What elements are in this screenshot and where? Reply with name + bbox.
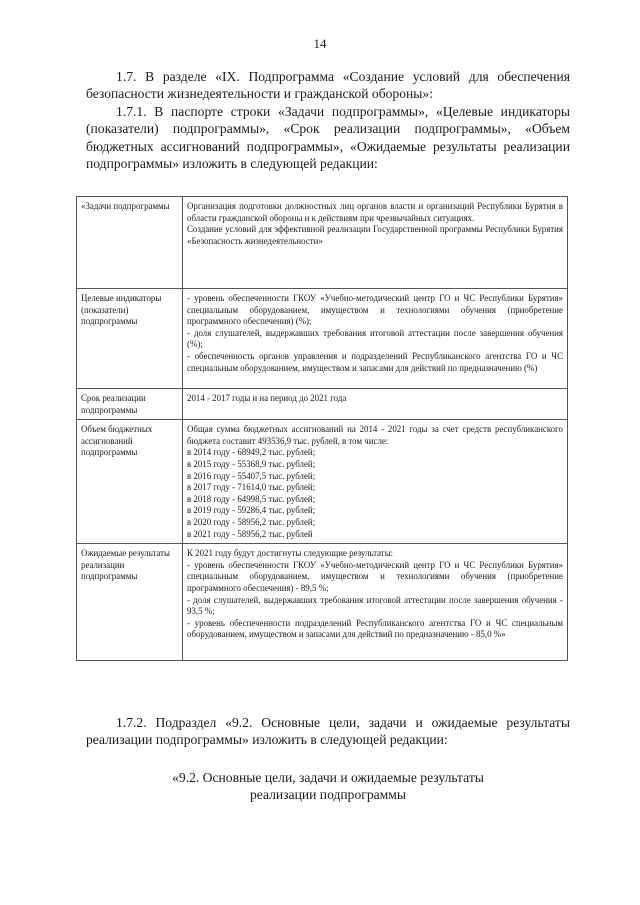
table-row-term [77,389,568,420]
budget-year: в 2021 году - 58956,2 тыс. рублей [187,528,313,539]
results-item: - уровень обеспеченности подразделений Республиканского агентства ГО и ЧС специальным оборудованием, имуществом и запасами для действий по предназначению - 85,0 %» [187,617,563,640]
table-row-results [77,544,568,661]
table-row-indicators [77,289,568,389]
results-item: К 2021 году будут достигнуты следующие результаты: [187,548,394,559]
budget-year: в 2014 году - 68949,2 тыс. рублей; [187,447,316,458]
tasks-content [183,197,568,289]
indicator-item: - уровень обеспеченности ГКОУ «Учебно-методический центр ГО и ЧС Республики Бурятия» специальным оборудованием, имуществом и технологиями обучения (приобретение программного обеспечения) (%); [187,293,563,327]
budget-intro: Общая сумма бюджетных ассигнований на 2014 - 2021 годы за счет средств республиканского бюджета составит 493536,9 тыс. рублей, в том числе: [187,424,563,446]
tasks-line: Организация подготовки должностных лиц органов власти и организаций Республики Бурятия в области гражданской обороны и к действиям при чрезвычайных ситуациях. [187,201,563,223]
heading-line: реализации подпрограммы [249,787,407,803]
indicators-content [183,289,568,389]
budget-label: Объем бюджетных ассигнований подпрограммы [77,420,183,544]
budget-year: в 2017 году - 71614,0 тыс. рублей; [187,482,316,493]
page-number: 14 [313,36,327,51]
results-item: - доля слушателей, выдержавших требования итоговой аттестации после завершения обучения - 93,5 %; [187,594,563,617]
tasks-label: «Задачи подпрограммы [77,197,183,289]
indicator-item: - обеспеченность органов управления и подразделений Республиканского агентства ГО и ЧС специальным оборудованием, имуществом и запасами для действий по предназначению (%) [187,350,563,373]
section-heading [86,769,570,804]
results-content [183,544,568,661]
indicator-item: - доля слушателей, выдержавших требования итоговой аттестации после завершения обучения (%); [187,327,563,350]
indicators-label: Целевые индикаторы (показатели) подпрограммы [77,289,183,389]
budget-year: в 2018 году - 64998,5 тыс. рублей; [187,493,316,504]
subsection-1-2: 1.7.2. Подраздел «9.2. Основные цели, задачи и ожидаемые результаты реализации подпрограммы» изложить в следующей редакции: [86,715,570,748]
table-row-tasks [77,197,568,289]
section-intro: 1.7. В разделе «IX. Подпрограмма «Создание условий для обеспечения безопасности жизнедеятельности и гражданской обороны»: [86,69,570,102]
budget-year: в 2019 году - 59286,4 тыс. рублей; [187,505,316,516]
term-label: Срок реализации подпрограммы [77,389,183,420]
heading-line: «9.2. Основные цели, задачи и ожидаемые результаты [172,770,484,785]
budget-year: в 2020 году - 58956,2 тыс. рублей; [187,516,316,527]
passport-table [76,196,568,661]
term-value: 2014 - 2017 годы и на период до 2021 года [183,389,568,420]
budget-year: в 2015 году - 55368,9 тыс. рублей; [187,458,316,469]
results-label: Ожидаемые результаты реализации подпрограммы [77,544,183,661]
budget-content [183,420,568,544]
results-item: - уровень обеспеченности ГКОУ «Учебно-методический центр ГО и ЧС Республики Бурятия» специальным оборудованием, имуществом и технологиями обучения (приобретение программного обеспечения) - 89,5 %; [187,559,563,593]
tasks-line: Создание условий для эффективной реализации Государственной программы Республики Бурятия «Безопасность жизнедеятельности» [187,224,563,246]
table-row-budget [77,420,568,544]
budget-year: в 2016 году - 55407,5 тыс. рублей; [187,470,316,481]
subsection-1-1: 1.7.1. В паспорте строки «Задачи подпрограммы», «Целевые индикаторы (показатели) подпрограммы», «Срок реализации подпрограммы», «Объем бюджетных ассигнований подпрограммы», «Ожидаемые результаты реализации подпрограммы» изложить в следующей редакции: [86,104,570,171]
